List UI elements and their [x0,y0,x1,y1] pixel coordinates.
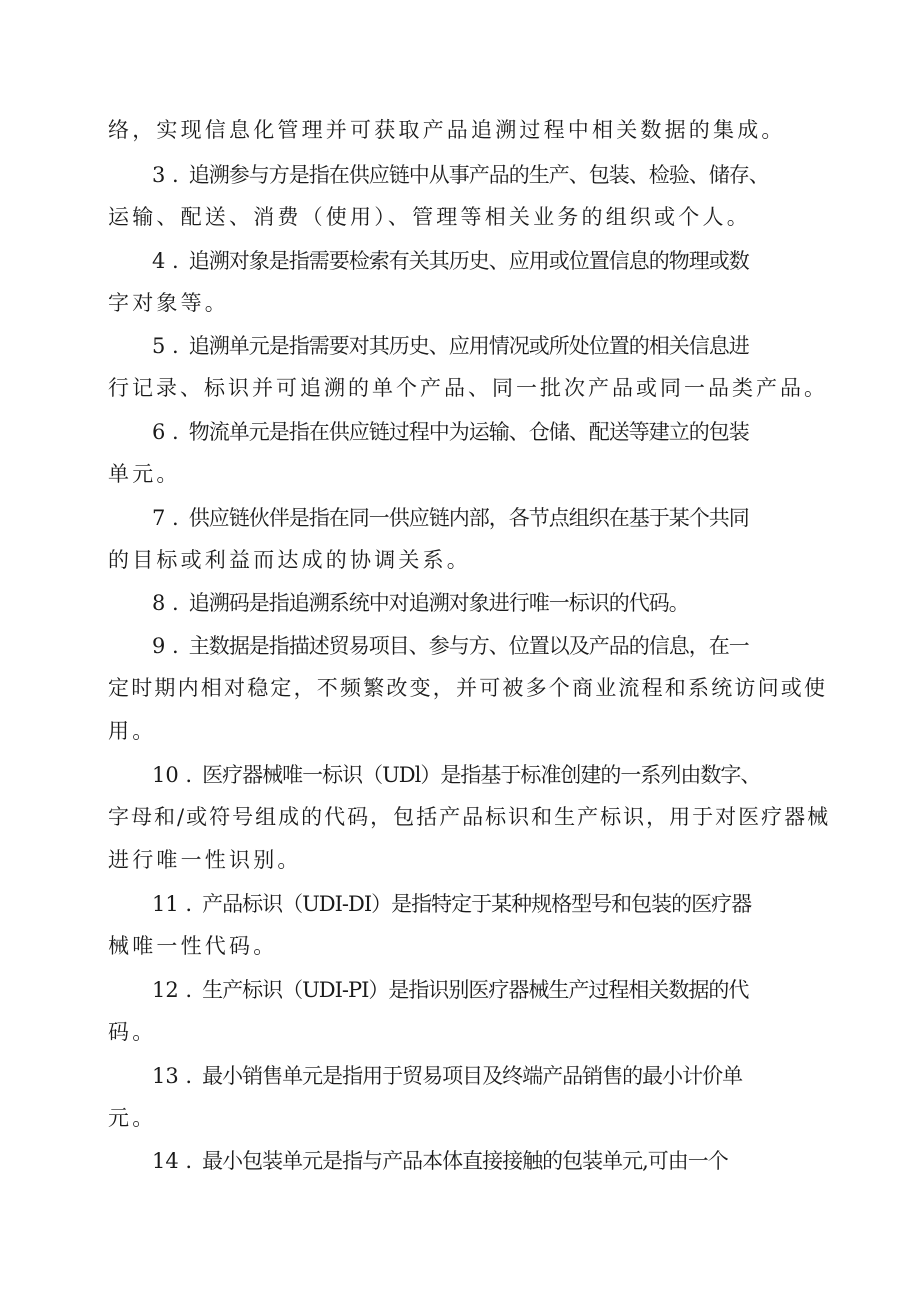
item-number: 11 . [152,892,193,916]
list-item-10 [152,760,872,790]
item-text: 追溯码是指追溯系统中对追溯对象进行唯一标识的代码。 [188,591,689,615]
item-number: 6 . [152,420,179,444]
item-text: 最小包装单元是指与产品本体直接接触的包装单元,可由一个 [202,1149,728,1173]
list-item-11 [152,889,872,919]
item-text: 最小销售单元是指用于贸易项目及终端产品销售的最小计价单 [202,1064,743,1088]
text-line: 元。 [108,1106,157,1130]
list-item-8 [152,588,872,618]
item-number: 14 . [152,1149,193,1173]
item-number: 10 . [152,763,193,787]
item-number: 5 . [152,334,179,358]
text-line: 运输、配送、消费（使用）、管理等相关业务的组织或个人。 [108,205,751,229]
item-text: 追溯单元是指需要对其历史、应用情况或所处位置的相关信息进 [188,334,749,358]
list-item-5 [152,331,872,361]
text-line: 械唯一性代码。 [108,934,278,958]
text-line: 定时期内相对稳定，不频繁改变，并可被多个商业流程和系统访问或使 [108,676,828,700]
list-item-6 [152,417,872,447]
list-item-12 [152,975,872,1005]
list-item-7 [152,503,872,533]
item-number: 4 . [152,249,179,273]
list-item-14 [152,1146,872,1176]
text-line: 用。 [108,719,157,743]
text-line: 字对象等。 [108,291,229,315]
item-number: 8 . [152,591,179,615]
item-number: 13 . [152,1064,193,1088]
item-text: 物流单元是指在供应链过程中为运输、仓储、配送等建立的包装 [188,420,749,444]
item-text: 主数据是指描述贸易项目、参与方、位置以及产品的信息，在一 [188,634,749,658]
list-item-4 [152,246,872,276]
list-item-9 [152,631,872,661]
text-line: 单元。 [108,462,181,486]
list-item-3 [152,160,872,190]
text-line: 码。 [108,1020,157,1044]
item-number: 3 . [152,163,179,187]
text-line: 进行唯一性识别。 [108,848,302,872]
list-item-13 [152,1061,872,1091]
item-text: 产品标识（UDI-DI）是指特定于某种规格型号和包装的医疗器 [202,892,752,916]
text-line: 字母和/或符号组成的代码，包括产品标识和生产标识，用于对医疗器械 [108,805,831,829]
text-line: 络，实现信息化管理并可获取产品追溯过程中相关数据的集成。 [108,118,786,142]
text-line: 行记录、标识并可追溯的单个产品、同一批次产品或同一品类产品。 [108,376,828,400]
item-text: 生产标识（UDI-PI）是指识别医疗器械生产过程相关数据的代 [202,978,749,1002]
item-number: 12 . [152,978,193,1002]
item-number: 9 . [152,634,179,658]
item-text: 供应链伙伴是指在同一供应链内部，各节点组织在基于某个共同 [188,506,749,530]
text-line: 的目标或利益而达成的协调关系。 [108,548,471,572]
item-text: 追溯参与方是指在供应链中从事产品的生产、包装、检验、储存、 [188,163,769,187]
item-number: 7 . [152,506,179,530]
item-text: 追溯对象是指需要检索有关其历史、应用或位置信息的物理或数 [188,249,749,273]
item-text: 医疗器械唯一标识（UDl）是指基于标准创建的一系列由数字、 [202,763,761,787]
